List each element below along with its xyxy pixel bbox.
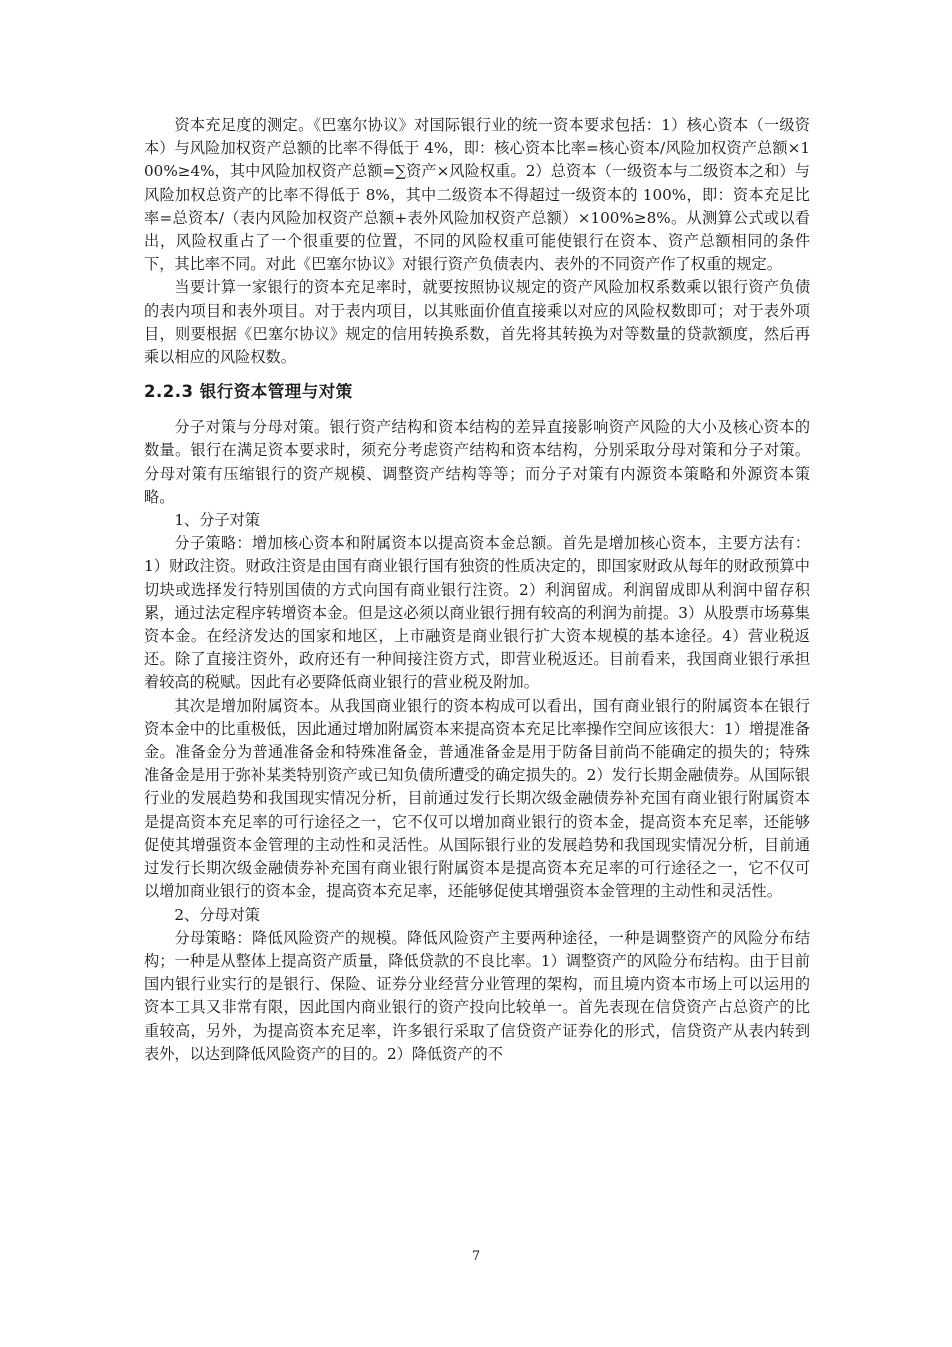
paragraph-risk-weight-calculation: 当要计算一家银行的资本充足率时，就要按照协议规定的资产风险加权系数乘以银行资产负债的表内项目和表外项目。对于表内项目，以其账面价值直接乘以对应的风险权数即可；对于表外项目，则要根据《巴塞尔协议》规定的信用转换系数，首先将其转换为对等数量的贷款额度，然后再乘以相应的风险权数。	[144, 278, 810, 367]
subheading-denominator-strategy: 2、分母对策	[174, 905, 260, 924]
paragraph-supplementary-capital: 其次是增加附属资本。从我国商业银行的资本构成可以看出，国有商业银行的附属资本在银行资本金中的比重极低，因此通过增加附属资本来提高资本充足比率操作空间应该很大：1）增提准备金。准备金分为普通准备金和特殊准备金，普通准备金是用于防备目前尚不能确定的损失的；特殊准备金是用于弥补某类特别资产或已知负债所遭受的确定损失的。2）发行长期金融债券。从国际银行业的发展趋势和我国现实情况分析，目前通过发行长期次级金融债券补充国有商业银行附属资本是提高资本充足率的可行途径之一，它不仅可以增加商业银行的资本金，提高资本充足率，还能够促使其增强资本金管理的主动性和灵活性。从国际银行业的发展趋势和我国现实情况分析，目前通过发行长期次级金融债券补充国有商业银行附属资本是提高资本充足率的可行途径之一，它不仅可以增加商业银行的资本金，提高资本充足率，还能够促使其增强资本金管理的主动性和灵活性。	[144, 696, 810, 901]
section-heading: 2.2.3 银行资本管理与对策	[144, 382, 353, 402]
paragraph-numerator-denominator-overview: 分子对策与分母对策。银行资产结构和资本结构的差异直接影响资产风险的大小及核心资本的数量。银行在满足资本要求时，须充分考虑资产结构和资本结构，分别采取分母对策和分子对策。分母对策有压缩银行的资产规模、调整资产结构等等；而分子对策有内源资本策略和外源资本策略。	[144, 418, 810, 506]
paragraph-core-capital: 分子策略：增加核心资本和附属资本以提高资本金总额。首先是增加核心资本，主要方法有：1）财政注资。财政注资是由国有商业银行国有独资的性质决定的，即国家财政从每年的财政预算中切块或选择发行特别国债的方式向国有商业银行注资。2）利润留成。利润留成即从利润中留存积累，通过法定程序转增资本金。但是这必须以商业银行拥有较高的利润为前提。3）从股票市场募集资本金。在经济发达的国家和地区，上市融资是商业银行扩大资本规模的基本途径。4）营业税返还。除了直接注资外，政府还有一种间接注资方式，即营业税返还。目前看来，我国商业银行承担着较高的税赋。因此有必要降低商业银行的营业税及附加。	[144, 534, 810, 692]
paragraph-risk-asset-reduction: 分母策略：降低风险资产的规模。降低风险资产主要两种途径，一种是调整资产的风险分布结构；一种是从整体上提高资产质量，降低贷款的不良比率。1）调整资产的风险分布结构。由于目前国内银行业实行的是银行、保险、证券分业经营分业管理的架构，而且境内资本市场上可以运用的资本工具又非常有限，因此国内商业银行的资产投向比较单一。首先表现在信贷资产占总资产的比重较高，另外，为提高资本充足率，许多银行采取了信贷资产证券化的形式，信贷资产从表内转到表外，以达到降低风险资产的目的。2）降低资产的不	[144, 928, 810, 1063]
paragraph-capital-adequacy-measurement: 资本充足度的测定。《巴塞尔协议》对国际银行业的统一资本要求包括：1）核心资本（一级资本）与风险加权资产总额的比率不得低于 4%，即：核心资本比率=核心资本/风险加权资产总额×100%≥4%，其中风险加权资产总额=∑资产×风险权重。2）总资本（一级资本与二级资本之和）与风险加权总资产的比率不得低于 8%，其中二级资本不得超过一级资本的 100%，即：资本充足比率=总资本/（表内风险加权资产总额+表外风险加权资产总额）×100%≥8%。从测算公式或以看出，风险权重占了一个很重要的位置，不同的风险权重可能使银行在资本、资产总额相同的条件下，其比率不同。对此《巴塞尔协议》对银行资产负债表内、表外的不同资产作了权重的规定。	[144, 116, 810, 274]
document-page	[144, 114, 810, 1066]
subheading-numerator-strategy: 1、分子对策	[174, 511, 260, 530]
page-number: 7	[471, 1249, 481, 1264]
